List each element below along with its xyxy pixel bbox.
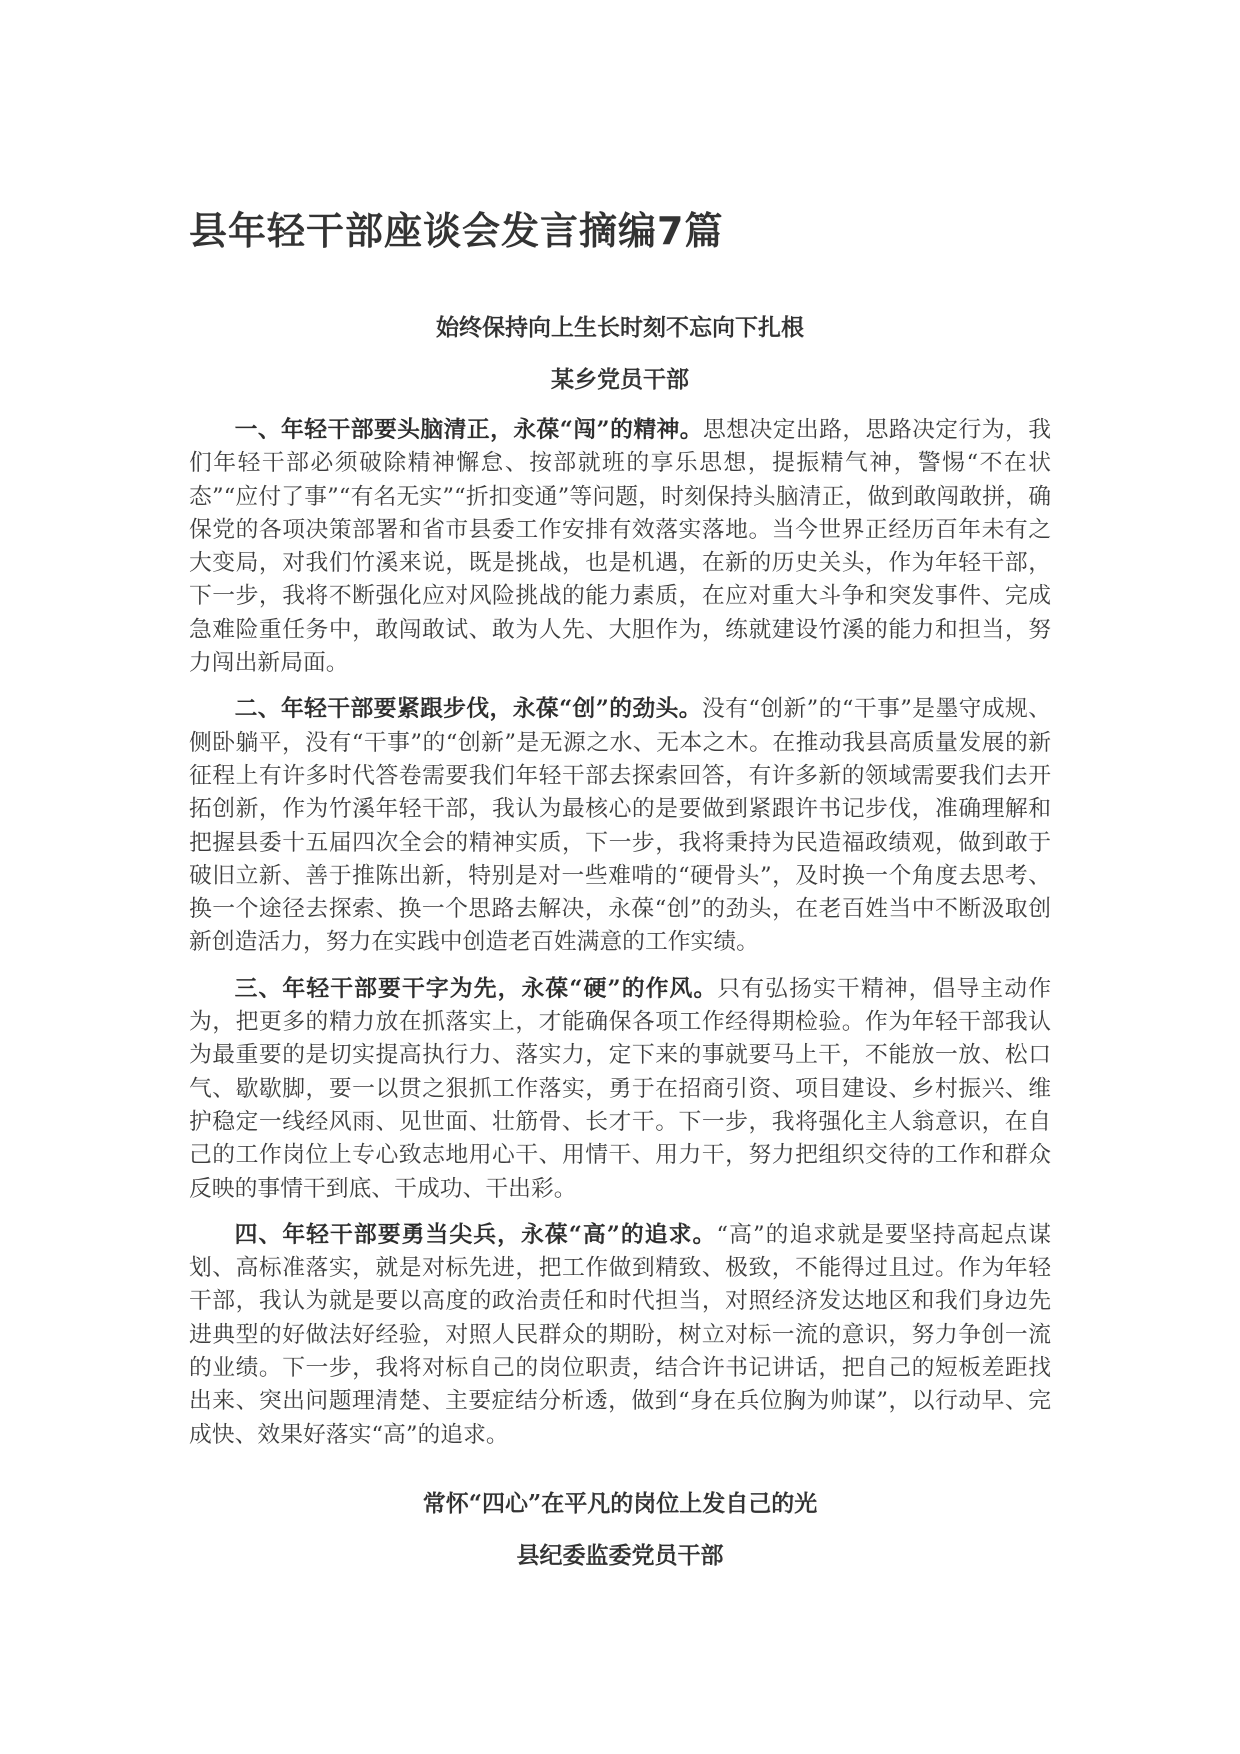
- paragraph-2: [189, 693, 1051, 959]
- paragraph-text: “高”的追求就是要坚持高起点谋划、高标准落实，就是对标先进，把工作做到精致、极致，不能得过且过。作为年轻干部，我认为就是要以高度的政治责任和时代担当，对照经济发达地区和我们身边先进典型的好做法好经验，对照人民群众的期盼，树立对标一流的意识，努力争创一流的业绩。下一步，我将对标自己的岗位职责，结合许书记讲话，把自己的短板差距找出来、突出问题理清楚、主要症结分析透，做到“身在兵位胸为帅谋”，以行动早、完成快、效果好落实“高”的追求。: [189, 1221, 1051, 1448]
- speech-section-2: [189, 1489, 1051, 1571]
- paragraph-lead: 四、年轻干部要勇当尖兵，永葆“高”的追求。: [234, 1221, 717, 1248]
- section-title: 常怀“四心”在平凡的岗位上发自己的光: [422, 1490, 818, 1517]
- speech-section-1: [189, 313, 1051, 1452]
- section-author: 某乡党员干部: [551, 366, 689, 393]
- section-title: 始终保持向上生长时刻不忘向下扎根: [436, 314, 804, 341]
- paragraph-1: [189, 414, 1051, 680]
- paragraph-3: [189, 973, 1051, 1206]
- paragraph-lead: 三、年轻干部要干字为先，永葆“硬”的作风。: [234, 975, 718, 1002]
- section-body: [189, 414, 1051, 1452]
- paragraph-text: 只有弘扬实干精神，倡导主动作为，把更多的精力放在抓落实上，才能确保各项工作经得期检验。作为年轻干部我认为最重要的是切实提高执行力、落实力，定下来的事就要马上干，不能放一放、松口气、歇歇脚，要一以贯之狠抓工作落实，勇于在招商引资、项目建设、乡村振兴、维护稳定一线经风雨、见世面、壮筋骨、长才干。下一步，我将强化主人翁意识，在自己的工作岗位上专心致志地用心干、用情干、用力干，努力把组织交待的工作和群众反映的事情干到底、干成功、干出彩。: [189, 975, 1051, 1202]
- paragraph-lead: 一、年轻干部要头脑清正，永葆“闯”的精神。: [234, 417, 704, 443]
- paragraph-4: [189, 1219, 1051, 1452]
- section-author: 县纪委监委党员干部: [516, 1542, 724, 1569]
- paragraph-lead: 二、年轻干部要紧跟步伐，永葆“创”的劲头。: [234, 696, 702, 723]
- document-title: 县年轻干部座谈会发言摘编7篇: [189, 209, 724, 253]
- paragraph-text: 思想决定出路，思路决定行为，我们年轻干部必须破除精神懈怠、按部就班的享乐思想，提振精气神，警惕“不在状态”“应付了事”“有名无实”“折扣变通”等问题，时刻保持头脑清正，做到敢闯敢拼，确保党的各项决策部署和省市县委工作安排有效落实落地。当今世界正经历百年未有之大变局，对我们竹溪来说，既是挑战，也是机遇，在新的历史关头，作为年轻干部，下一步，我将不断强化应对风险挑战的能力素质，在应对重大斗争和突发事件、完成急难险重任务中，敢闯敢试、敢为人先、大胆作为，练就建设竹溪的能力和担当，努力闯出新局面。: [189, 417, 1052, 677]
- paragraph-text: 没有“创新”的“干事”是墨守成规、侧卧躺平，没有“干事”的“创新”是无源之水、无本之木。在推动我县高质量发展的新征程上有许多时代答卷需要我们年轻干部去探索回答，有许多新的领域需要我们去开拓创新，作为竹溪年轻干部，我认为最核心的是要做到紧跟许书记步伐，准确理解和把握县委十五届四次全会的精神实质，下一步，我将秉持为民造福政绩观，做到敢于破旧立新、善于推陈出新，特别是对一些难啃的“硬骨头”，及时换一个角度去思考、换一个途径去探索、换一个思路去解决，永葆“创”的劲头，在老百姓当中不断汲取创新创造活力，努力在实践中创造老百姓满意的工作实绩。: [189, 696, 1051, 956]
